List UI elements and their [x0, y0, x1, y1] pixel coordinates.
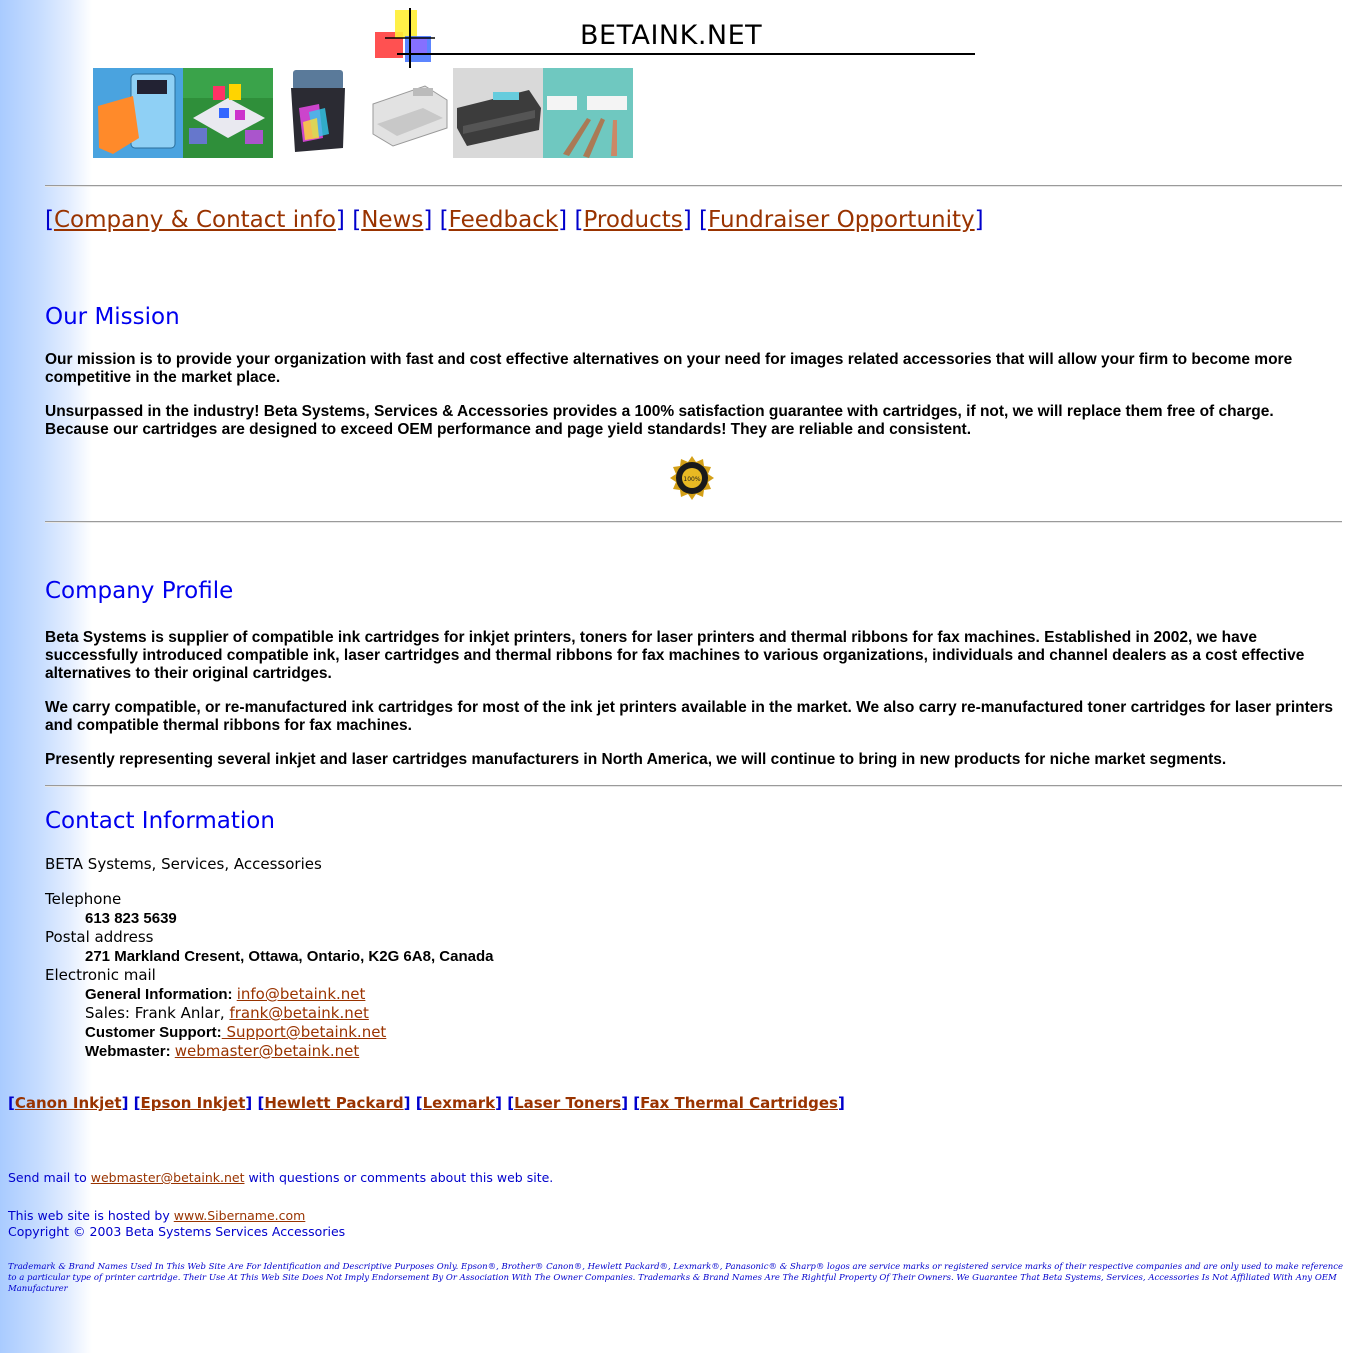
inkjet-printer-image — [363, 68, 453, 158]
profile-paragraph-3: Presently representing several inkjet and laser cartridges manufacturers in North America, we will continue to bring in new products for niche market segments. — [45, 751, 1227, 768]
mission-paragraph-1: Our mission is to provide your organization with fast and cost effective alternatives on your need for images related accessories that will allow your firm to become more competitive in the market place. — [45, 351, 1293, 386]
category-canon-link[interactable]: Canon Inkjet — [14, 1094, 122, 1112]
company-name: BETA Systems, Services, Accessories — [45, 855, 322, 873]
general-info-label: General Information: — [85, 986, 237, 1003]
support-label: Customer Support: — [85, 1024, 222, 1041]
category-fax-thermal-link[interactable]: Fax Thermal Cartridges — [640, 1094, 838, 1112]
category-hp-link[interactable]: Hewlett Packard — [264, 1094, 404, 1112]
ink-cartridge-blue-image — [93, 68, 183, 158]
logo-mark-icon — [375, 8, 435, 68]
nav-products-link[interactable]: Products — [583, 207, 683, 233]
category-laser-toners-link[interactable]: Laser Toners — [514, 1094, 622, 1112]
mail-notice — [8, 1170, 553, 1185]
hp-ink-cartridge-image — [273, 68, 363, 158]
nav-feedback-link[interactable]: Feedback — [448, 207, 559, 233]
nav-company-contact-link[interactable]: Company & Contact info — [53, 207, 336, 233]
nav-fundraiser-link[interactable]: Fundraiser Opportunity — [708, 207, 975, 233]
support-row — [85, 1023, 493, 1042]
postal-value: 271 Markland Cresent, Ottawa, Ontario, K2G 6A8, Canada — [85, 948, 494, 965]
ink-cartridges-assorted-image — [183, 68, 273, 158]
divider — [45, 785, 1342, 787]
hosting-notice — [8, 1208, 305, 1223]
site-logo — [375, 8, 975, 68]
webmaster-email-link[interactable]: webmaster@betaink.net — [174, 1042, 360, 1060]
sales-email-link[interactable]: frank@betaink.net — [229, 1004, 369, 1022]
mail-suffix: with questions or comments about this web site. — [244, 1170, 554, 1185]
telephone-label: Telephone — [45, 890, 122, 908]
telephone-value: 613 823 5639 — [85, 910, 177, 927]
sales-row — [85, 1004, 493, 1023]
postal-label: Postal address — [45, 928, 154, 946]
email-label: Electronic mail — [45, 966, 156, 984]
sales-label: Sales: Frank Anlar, — [85, 1004, 230, 1022]
mission-paragraph-2: Unsurpassed in the industry! Beta Systems, Services & Accessories provides a 100% satisfaction guarantee with cartridges, if not, we will replace them free of charge. Because our cartridges are designed to exceed OEM performance and page yield standards! They are reliable and consistent. — [45, 403, 1274, 438]
general-info-email-link[interactable]: info@betaink.net — [236, 985, 366, 1003]
category-epson-link[interactable]: Epson Inkjet — [140, 1094, 246, 1112]
webmaster-row — [85, 1042, 493, 1061]
main-nav: [Company & Contact info] [News] [Feedback] [Products] [Fundraiser Opportunity] — [45, 207, 984, 233]
profile-paragraph-2: We carry compatible, or re-manufactured ink cartridges for most of the ink jet printers available in the market. We also carry re-manufactured toner cartridges for laser printers and compatible thermal ribbons for fax machines. — [45, 699, 1334, 734]
general-info-row — [85, 985, 493, 1004]
trademark-disclaimer: Trademark & Brand Names Used In This Web Site Are For Identification and Descriptive Purposes Only. Epson®, Brother® Canon®, Hewlett Packard®, Lexmark®, Panasonic® & Sharp® logos are service marks or registered service marks of their respective companies and are only used to make reference to a particular type of printer cartridge. Their Use At This Web Site Does Not Imply Endorsement By Or Association With The Owner Companies. Trademarks & Brand Names Are The Rightful Property Of Their Owners. We Guarantee That Beta Systems, Services, Accessories Is Not Affiliated With Any OEM Manufacturer — [8, 1262, 1344, 1294]
host-link[interactable]: www.Sibername.com — [173, 1208, 306, 1223]
laser-toner-cartridge-image — [453, 68, 543, 158]
hosted-prefix: This web site is hosted by — [8, 1208, 174, 1223]
contact-heading: Contact Information — [45, 808, 275, 834]
profile-paragraph-1: Beta Systems is supplier of compatible ink cartridges for inkjet printers, toners for laser printers and thermal ribbons for fax machines. Established in 2002, we have successfully introduced compatible ink, laser cartridges and thermal ribbons for fax machines to various organizations, individuals and channel dealers as a cost effective alternatives to their original cartridges. — [45, 629, 1305, 682]
mission-heading: Our Mission — [45, 304, 180, 330]
support-email-link[interactable]: Support@betaink.net — [221, 1023, 387, 1041]
product-banner — [93, 68, 633, 158]
mail-prefix: Send mail to — [8, 1170, 91, 1185]
divider — [45, 521, 1342, 523]
badge-label: 100% — [683, 476, 701, 483]
footer-webmaster-link[interactable]: webmaster@betaink.net — [90, 1170, 245, 1185]
title-underline — [397, 53, 975, 55]
fax-thermal-ribbons-image — [543, 68, 633, 158]
nav-news-link[interactable]: News — [361, 207, 424, 233]
category-lexmark-link[interactable]: Lexmark — [422, 1094, 496, 1112]
divider — [45, 185, 1342, 187]
category-nav: [Canon Inkjet] [Epson Inkjet] [Hewlett Packard] [Lexmark] [Laser Toners] [Fax Thermal Cartridges] — [8, 1094, 845, 1112]
site-title: BETAINK.NET — [580, 20, 763, 51]
contact-details — [45, 855, 493, 1061]
copyright: Copyright © 2003 Beta Systems Services Accessories — [8, 1224, 346, 1239]
webmaster-label: Webmaster: — [85, 1043, 175, 1060]
satisfaction-guarantee-badge-icon — [669, 455, 715, 501]
profile-heading: Company Profile — [45, 578, 234, 604]
